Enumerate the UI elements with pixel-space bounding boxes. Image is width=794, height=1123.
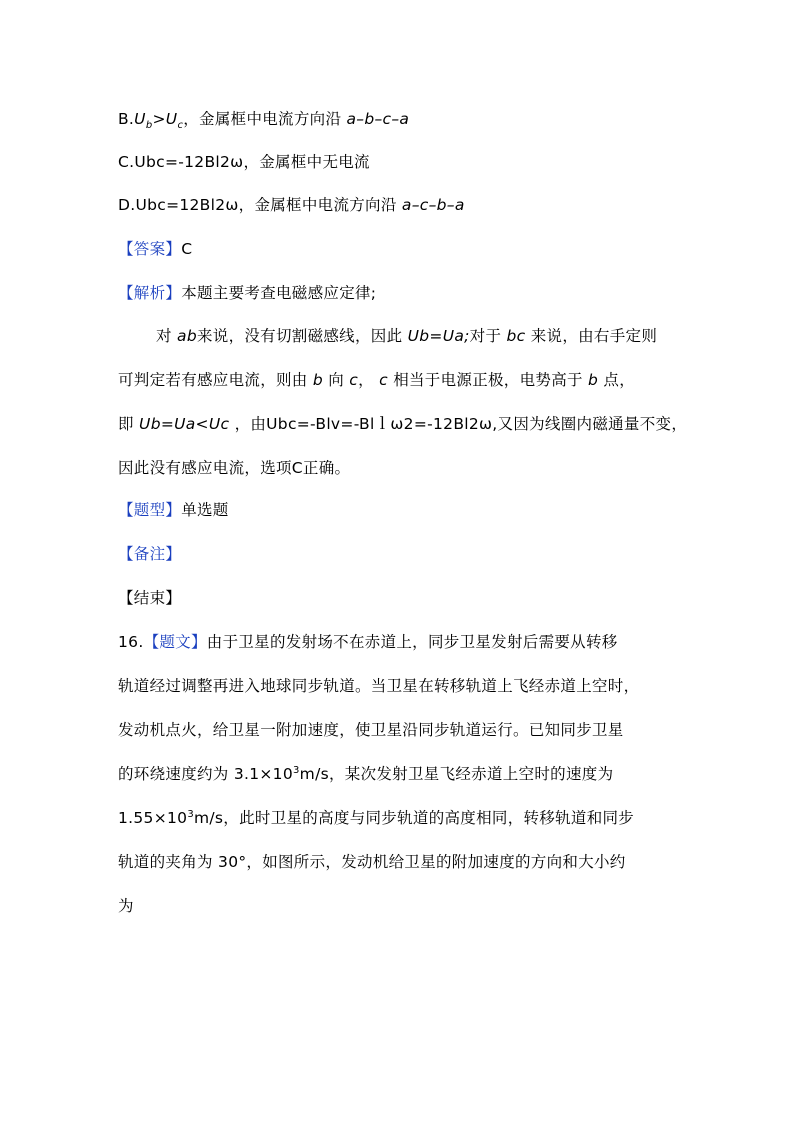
question-16-line-2: 轨道经过调整再进入地球同步轨道。当卫星在转移轨道上飞经赤道上空时，	[118, 677, 640, 695]
option-b: $B.U_b>U_c$，金属框中电流方向沿 a–b–c–a	[118, 110, 410, 132]
question-16-line-6: 轨道的夹角为 30°，如图所示，发动机给卫星的附加速度的方向和大小约	[118, 853, 626, 871]
analysis-line-3: 即 Ub=Ua<Uc ，由Ubc=-Blv=-Blｌω2=-12Bl2ω,又因为线圈内磁通量不变，	[118, 415, 688, 433]
analysis-heading: 【解析】本题主要考查电磁感应定律;	[118, 284, 377, 302]
analysis-line-1: 对 ab来说，没有切割磁感线，因此 Ub=Ua;对于 bc 来说，由右手定则	[156, 327, 658, 345]
question-16-line-7: 为	[118, 897, 134, 915]
question-number: 16.	[118, 633, 144, 651]
analysis-line-2: 可判定若有感应电流，则由 b 向 c， c 相当于电源正极，电势高于 b 点，	[118, 371, 636, 389]
answer-tag: 【答案】	[118, 240, 182, 258]
question-type-line	[118, 499, 229, 521]
analysis-tag: 【解析】	[118, 284, 182, 302]
question-16-line-3: 发动机点火，给卫星一附加速度，使卫星沿同步轨道运行。已知同步卫星	[118, 721, 624, 739]
question-tag: 【题文】	[143, 633, 207, 651]
question-type-tag: 【题型】	[118, 501, 182, 519]
remark-tag: 【备注】	[118, 545, 182, 563]
option-d: D.Ubc=12Bl2ω，金属框中电流方向沿 a–c–b–a	[118, 196, 465, 214]
analysis-line-4: 因此没有感应电流，选项C正确。	[118, 459, 351, 477]
end-line	[118, 587, 181, 609]
question-16-line-1: 16.【题文】由于卫星的发射场不在赤道上，同步卫星发射后需要从转移	[118, 633, 618, 651]
option-c: C.Ubc=-12Bl2ω，金属框中无电流	[118, 153, 370, 171]
end-tag: 【结束】	[118, 589, 182, 607]
question-16-line-5: $1.55\times 10^3m/s$，此时卫星的高度与同步轨道的高度相同，转移轨道和同步	[118, 808, 635, 827]
question-16-line-4: 的环绕速度约为 $3.1\times 10^3m/s$，某次发射卫星飞经赤道上空时的速度为	[118, 764, 614, 783]
answer-line	[118, 238, 192, 260]
answer-value: C	[181, 240, 193, 258]
remark-line	[118, 543, 181, 565]
question-type-value: 单选题	[181, 501, 229, 519]
